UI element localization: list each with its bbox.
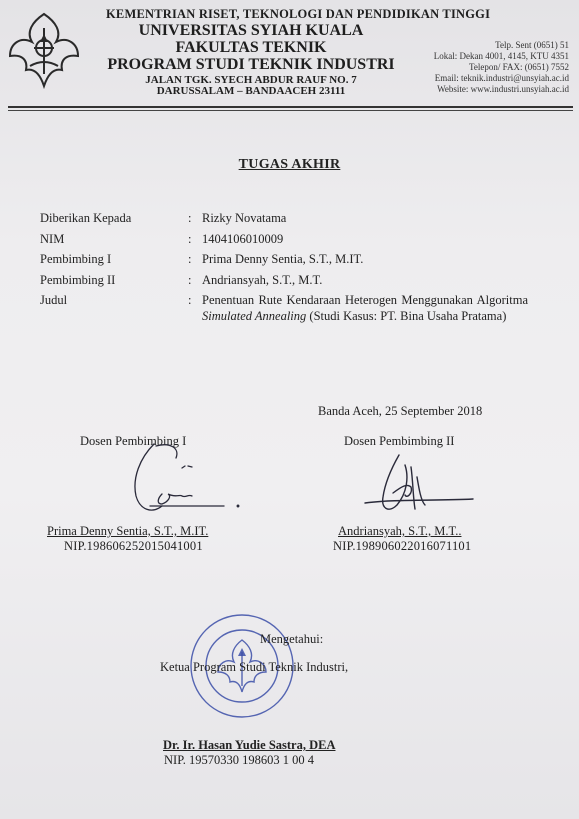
thesis-title-part-2: (Studi Kasus: PT. Bina Usaha Pratama) [306,308,507,323]
advisor-1-name: Prima Denny Sentia, S.T., M.IT. [47,524,209,538]
advisor-1-title: Dosen Pembimbing I [80,434,187,448]
advisor-2-signature [355,447,480,527]
faculty-name: FAKULTAS TEKNIK [175,38,327,56]
field-colon: : [188,293,192,307]
phone-text: Telp. Sent (0651) 51 [495,40,569,50]
advisor-2-title: Dosen Pembimbing II [344,434,455,448]
field-value: 1404106010009 [202,231,284,246]
field-value: Andriansyah, S.T., M.T. [202,272,323,287]
field-value: Rizky Novatama [202,211,287,225]
field-label: NIM [40,231,65,246]
ministry-name: KEMENTRIAN RISET, TEKNOLOGI DAN PENDIDIKAN TINGGI [106,7,491,21]
local-ext-text: Lokal: Dekan 4001, 4145, KTU 4351 [433,50,569,61]
advisor-2-name: Andriansyah, S.T., M.T.. [338,524,462,538]
field-row [40,232,560,253]
university-logo [4,8,84,94]
field-label: Diberikan Kepada [40,211,132,225]
field-colon: : [188,211,192,225]
field-colon: : [188,231,192,246]
advisor-1-nip: NIP.198606252015041001 [64,539,203,553]
advisor-2-nip: NIP.198906022016071101 [333,539,472,553]
thesis-title-value [202,293,528,324]
address-line-1: JALAN TGK. SYECH ABDUR RAUF NO. 7 [145,73,357,86]
field-colon: : [188,252,192,266]
field-row [40,273,560,294]
acknowledgement-label: Mengetahui: [260,632,324,646]
thesis-title-italic: Simulated Annealing [202,308,307,323]
website-text: Website: www.industri.unsyiah.ac.id [437,83,569,94]
letterhead [86,7,491,98]
field-label: Judul [40,293,68,307]
assignment-fields [40,211,560,323]
document-title: TUGAS AKHIR [238,157,341,172]
contact-block [434,40,569,95]
field-row-judul [40,293,560,323]
university-name: UNIVERSITAS SYIAH KUALA [138,22,364,40]
field-row [40,211,560,232]
advisor-1-signature [92,436,242,526]
field-value: Prima Denny Sentia, S.T., M.IT. [202,252,364,266]
header-divider [8,106,573,108]
header-divider-thin [8,110,573,111]
address-line-2: DARUSSALAM – BANDAACEH 23111 [156,85,346,98]
program-name: PROGRAM STUDI TEKNIK INDUSTRI [107,55,395,73]
field-row [40,252,560,273]
head-of-program-name: Dr. Ir. Hasan Yudie Sastra, DEA [163,738,336,752]
field-label: Pembimbing I [40,252,112,266]
fax-text: Telepon/ FAX: (0651) 7552 [469,61,569,72]
place-date: Banda Aceh, 25 September 2018 [318,404,483,418]
head-of-program-nip: NIP. 19570330 198603 1 00 4 [164,753,315,767]
thesis-title-part-1: Penentuan Rute Kendaraan Heterogen Menggunakan Algoritma [202,293,528,307]
head-of-program-label: Ketua Program Studi Teknik Industri, [160,660,349,674]
field-label: Pembimbing II [40,272,116,287]
email-text: Email: teknik.industri@unsyiah.ac.id [434,72,569,83]
field-colon: : [188,272,192,287]
